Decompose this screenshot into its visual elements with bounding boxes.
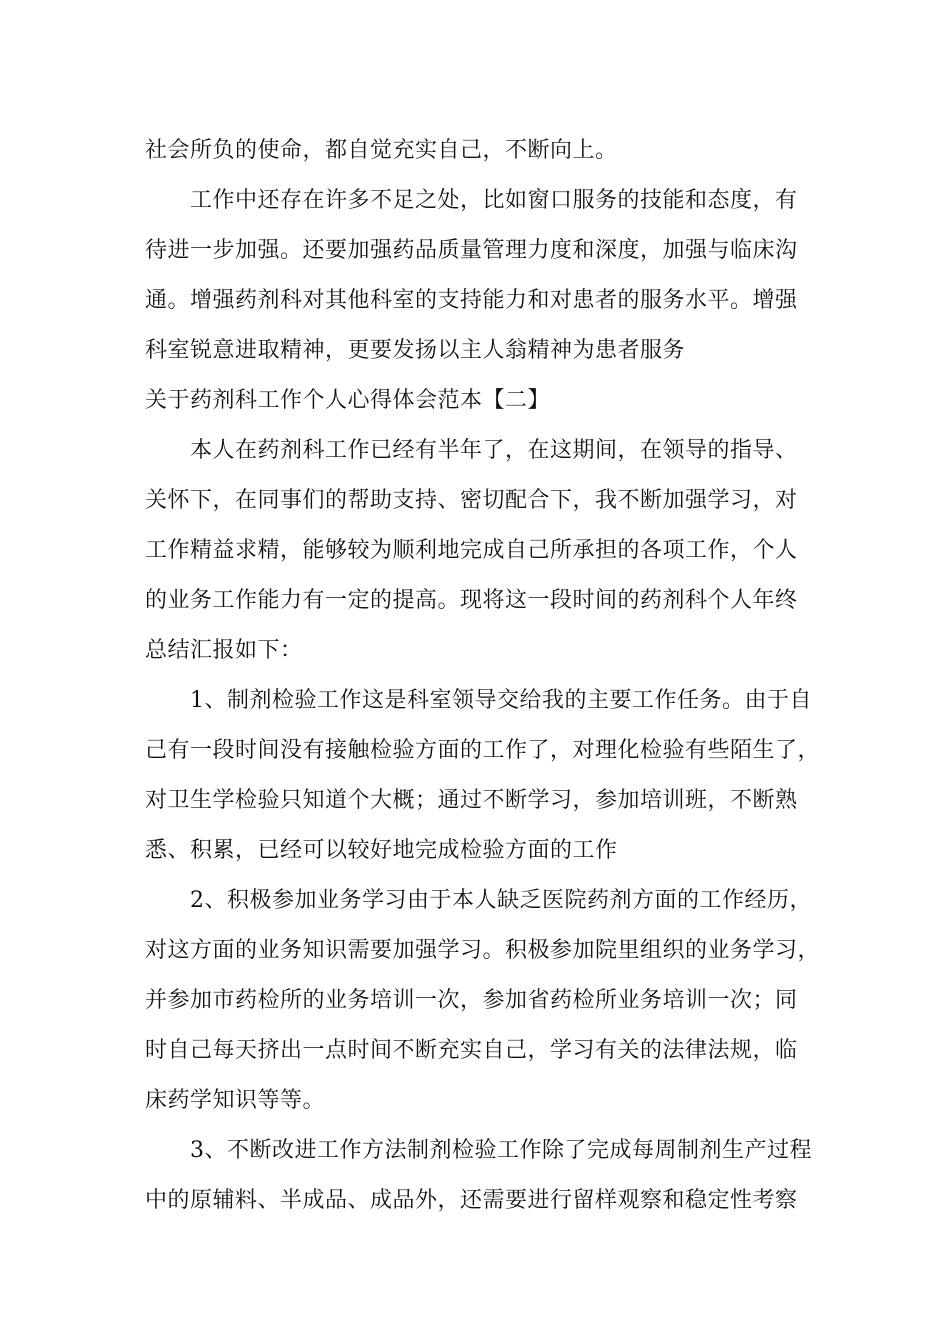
text-line-3: 待进一步加强。还要加强药品质量管理力度和深度，加强与临床沟: [145, 238, 798, 263]
text-line-12: 1、制剂检验工作这是科室领导交给我的主要工作任务。由于自: [190, 688, 812, 713]
text-line-14: 对卫生学检验只知道个大概；通过不断学习，参加培训班，不断熟: [145, 788, 798, 813]
text-line-18: 并参加市药检所的业务培训一次，参加省药检所业务培训一次；同: [145, 988, 798, 1013]
text-line-10: 的业务工作能力有一定的提高。现将这一段时间的药剂科个人年终: [145, 588, 798, 613]
text-line-9: 工作精益求精，能够较为顺利地完成自己所承担的各项工作，个人: [145, 538, 798, 563]
text-line-2: 工作中还存在许多不足之处，比如窗口服务的技能和态度，有: [190, 188, 798, 213]
text-line-13: 己有一段时间没有接触检验方面的工作了，对理化检验有些陌生了，: [145, 738, 821, 763]
text-line-11: 总结汇报如下：: [145, 638, 303, 663]
text-line-1: 社会所负的使命，都自觉充实自己，不断向上。: [145, 138, 618, 163]
text-line-20: 床药学知识等等。: [145, 1088, 326, 1113]
section-heading: 关于药剂科工作个人心得体会范本【二】: [145, 388, 551, 413]
text-line-19: 时自己每天挤出一点时间不断充实自己，学习有关的法律法规，临: [145, 1038, 798, 1063]
text-line-15: 悉、积累，已经可以较好地完成检验方面的工作: [145, 838, 618, 863]
text-line-8: 关怀下，在同事们的帮助支持、密切配合下，我不断加强学习，对: [145, 488, 798, 513]
text-line-5: 科室锐意进取精神，更要发扬以主人翁精神为患者服务: [145, 338, 686, 363]
text-line-4: 通。增强药剂科对其他科室的支持能力和对患者的服务水平。增强: [145, 288, 798, 313]
text-line-21: 3、不断改进工作方法制剂检验工作除了完成每周制剂生产过程: [190, 1138, 812, 1163]
text-line-22: 中的原辅料、半成品、成品外，还需要进行留样观察和稳定性考察: [145, 1188, 798, 1213]
text-line-7: 本人在药剂科工作已经有半年了，在这期间，在领导的指导、: [190, 438, 798, 463]
text-line-17: 对这方面的业务知识需要加强学习。积极参加院里组织的业务学习，: [145, 938, 821, 963]
text-line-16: 2、积极参加业务学习由于本人缺乏医院药剂方面的工作经历，: [190, 888, 812, 913]
